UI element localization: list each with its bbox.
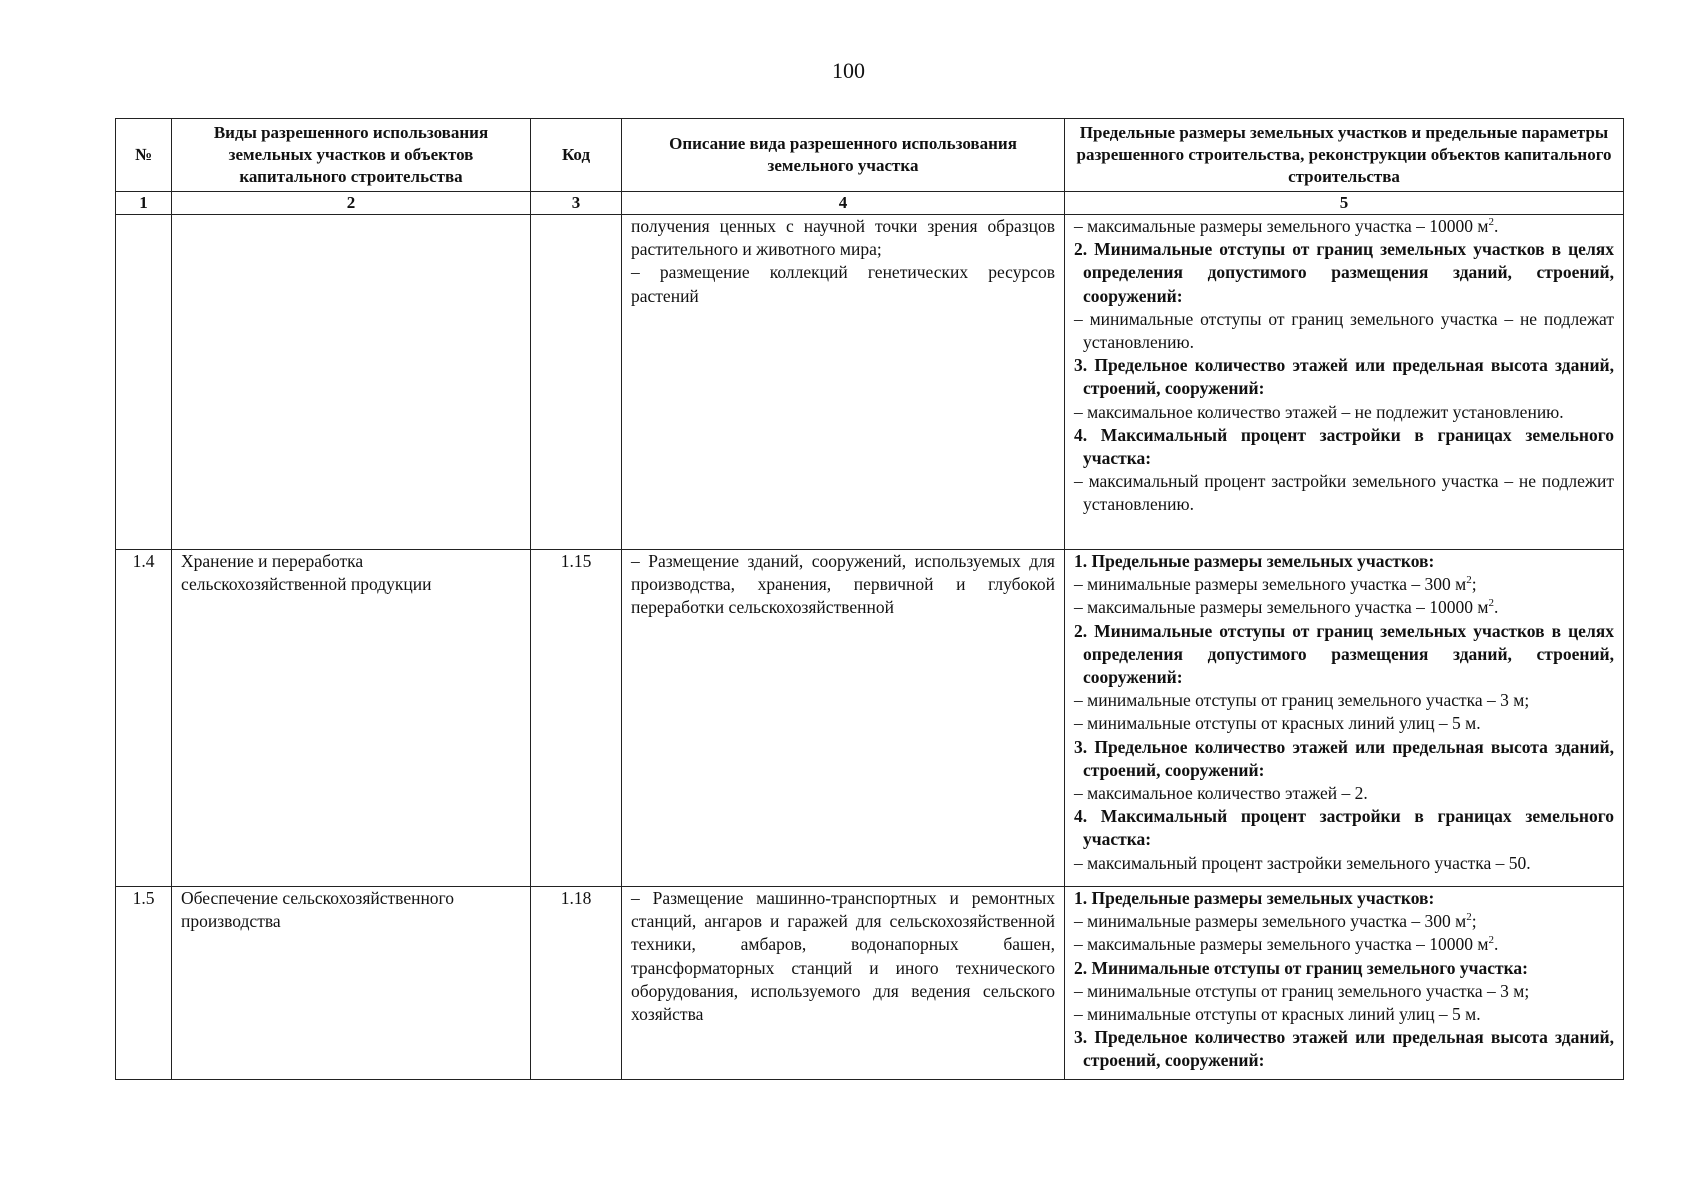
table-row	[116, 215, 1624, 550]
column-number: 2	[172, 192, 531, 215]
column-number: 4	[622, 192, 1065, 215]
parameter-heading: 1. Предельные размеры земельных участков:	[1074, 551, 1435, 571]
description-paragraph: – Размещение машинно-транспортных и ремонтных станций, ангаров и гаражей для сельскохозяйственной техники, амбаров, водонапорных башен, трансформаторных станций и иного технического оборудования, используемого для ведения сельского хозяйства	[631, 888, 1055, 1025]
parameter-line: – минимальные отступы от красных линий улиц – 5 м.	[1074, 713, 1481, 734]
row-use-type: Обеспечение сельскохозяйственного производства	[172, 887, 531, 1080]
parameter-line: – минимальные отступы от границ земельного участка – не подлежат установлению.	[1074, 308, 1614, 353]
parameter-heading: 2. Минимальные отступы от границ земельного участка:	[1074, 957, 1528, 978]
row-description	[622, 550, 1065, 887]
row-parameters	[1065, 887, 1624, 1080]
parameter-line: – минимальные отступы от границ земельного участка – 3 м;	[1074, 690, 1530, 711]
header-description: Описание вида разрешенного использования земельного участка	[622, 119, 1065, 192]
row-description	[622, 215, 1065, 550]
parameter-heading: 4. Максимальный процент застройки в границах земельного участка:	[1074, 424, 1614, 469]
row-parameters	[1065, 550, 1624, 887]
description-paragraph: – размещение коллекций генетических ресурсов растений	[631, 262, 1055, 306]
parameter-line: – максимальные размеры земельного участка – 10000 $м^2$.	[1074, 216, 1499, 236]
parameter-line: – минимальные размеры земельного участка – 300 $м^2$;	[1074, 911, 1477, 932]
parameter-line: – максимальное количество этажей – 2.	[1074, 783, 1368, 804]
table-header-row	[116, 119, 1624, 192]
header-number: №	[116, 119, 172, 192]
parameter-line: – максимальное количество этажей – не подлежит установлению.	[1074, 401, 1564, 422]
header-code: Код	[531, 119, 622, 192]
parameter-heading: 2. Минимальные отступы от границ земельных участков в целях определения допустимого размещения зданий, строений, сооружений:	[1074, 239, 1614, 306]
parameter-line: – максимальный процент застройки земельного участка – не подлежит установлению.	[1074, 471, 1614, 515]
header-use-type: Виды разрешенного использования земельных участков и объектов капитального строительства	[172, 119, 531, 192]
parameter-heading: 3. Предельное количество этажей или предельная высота зданий, строений, сооружений:	[1074, 355, 1614, 399]
parameter-heading: 1. Предельные размеры земельных участков:	[1074, 888, 1435, 908]
description-paragraph: – Размещение зданий, сооружений, используемых для производства, хранения, первичной и глубокой переработки сельскохозяйственной	[631, 551, 1055, 618]
row-parameters	[1065, 215, 1624, 550]
row-description	[622, 887, 1065, 1080]
column-number: 3	[531, 192, 622, 215]
row-number: 1.4	[116, 550, 172, 887]
parameter-line: – максимальный процент застройки земельного участка – 50.	[1074, 852, 1531, 873]
table-row	[116, 550, 1624, 887]
description-paragraph: получения ценных с научной точки зрения образцов растительного и животного мира;	[631, 216, 1055, 260]
land-use-regulations-table	[115, 118, 1624, 1080]
parameter-heading: 3. Предельное количество этажей или предельная высота зданий, строений, сооружений:	[1074, 736, 1614, 780]
row-use-type: Хранение и переработка сельскохозяйственной продукции	[172, 550, 531, 887]
parameter-heading: 3. Предельное количество этажей или предельная высота зданий, строений, сооружений:	[1074, 1027, 1614, 1071]
row-code: 1.18	[531, 887, 622, 1080]
row-number	[116, 215, 172, 550]
column-number: 5	[1065, 192, 1624, 215]
parameter-line: – минимальные отступы от границ земельного участка – 3 м;	[1074, 980, 1530, 1001]
page-number: 100	[832, 58, 865, 83]
row-number: 1.5	[116, 887, 172, 1080]
header-parameters: Предельные размеры земельных участков и предельные параметры разрешенного строительства, реконструкции объектов капитального строительства	[1065, 119, 1624, 192]
parameter-heading: 2. Минимальные отступы от границ земельных участков в целях определения допустимого размещения зданий, строений, сооружений:	[1074, 620, 1614, 688]
column-number: 1	[116, 192, 172, 215]
parameter-line: – максимальные размеры земельного участка – 10000 $м^2$.	[1074, 934, 1499, 955]
parameter-heading: 4. Максимальный процент застройки в границах земельного участка:	[1074, 806, 1614, 850]
row-code	[531, 215, 622, 550]
parameter-line: – максимальные размеры земельного участка – 10000 $м^2$.	[1074, 597, 1499, 618]
row-code: 1.15	[531, 550, 622, 887]
table-row	[116, 887, 1624, 1080]
column-number-row	[116, 192, 1624, 215]
row-use-type	[172, 215, 531, 550]
parameter-line: – минимальные размеры земельного участка – 300 $м^2$;	[1074, 574, 1477, 595]
parameter-line: – минимальные отступы от красных линий улиц – 5 м.	[1074, 1004, 1481, 1025]
